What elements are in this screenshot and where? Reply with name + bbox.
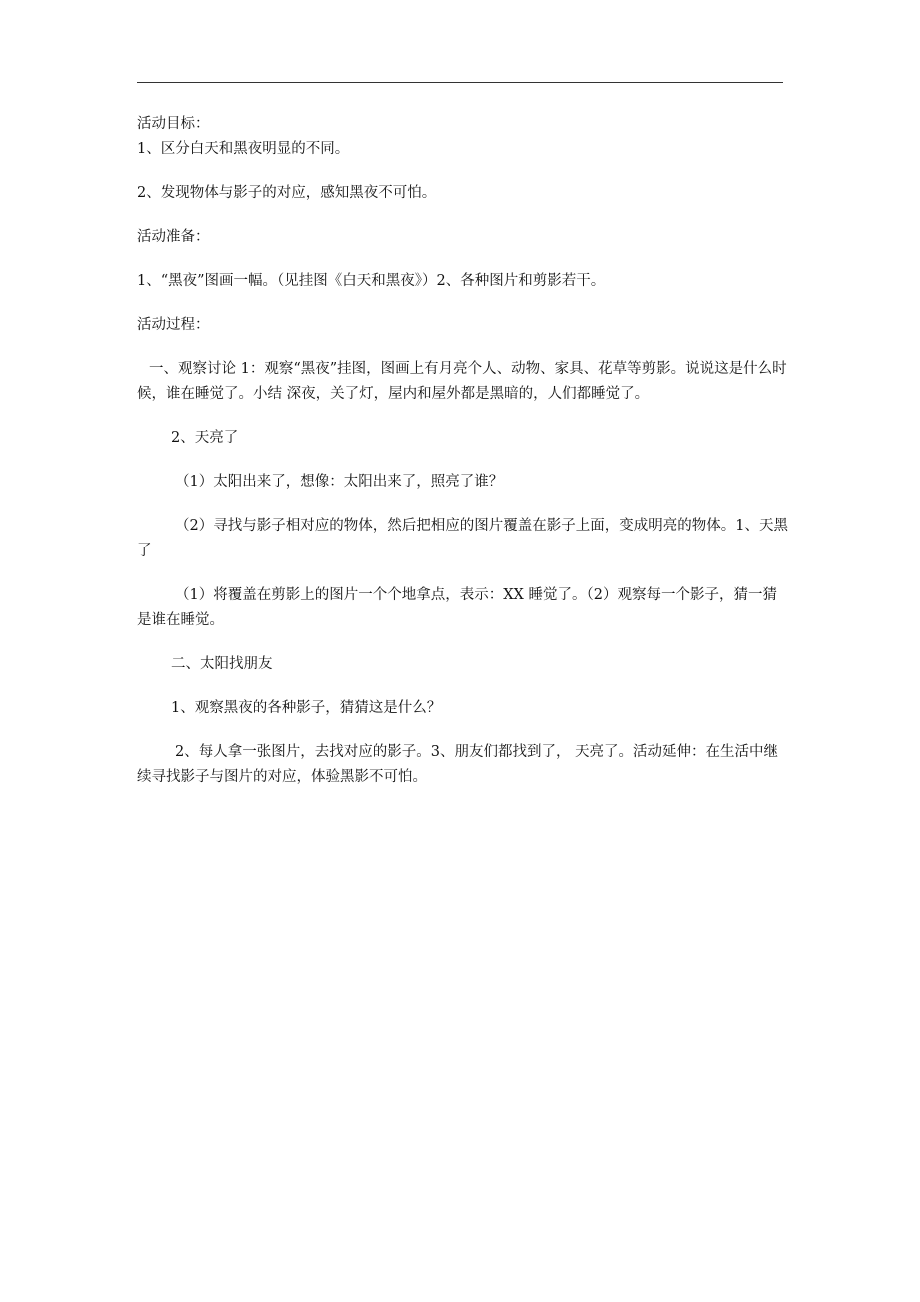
- goal-item-2: 2、发现物体与影子的对应，感知黑夜不可怕。: [137, 185, 437, 201]
- document-body: [137, 112, 791, 790]
- section-heading-preparation: 活动准备：: [137, 229, 210, 245]
- process-substep-sun-rises: （1）太阳出来了，想像：太阳出来了，照亮了谁？: [175, 474, 504, 490]
- process-substep-match-objects: （2）寻找与影子相对应的物体，然后把相应的图片覆盖在影子上面，变成明亮的物体。1、天黑了: [137, 518, 788, 559]
- section-heading-sun-finds-friends: 二、太阳找朋友: [171, 656, 273, 672]
- section-heading-process: 活动过程：: [137, 317, 210, 333]
- goal-item-1: 1、区分白天和黑夜明显的不同。: [137, 141, 350, 157]
- process-step-observe: 一、观察讨论 1：观察“黑夜”挂图，图画上有月亮个人、动物、家具、花草等剪影。说说这是什么时候，谁在睡觉了。小结 深夜，关了灯，屋内和屋外都是黑暗的，人们都睡觉了。: [137, 361, 787, 402]
- preparation-items: 1、“黑夜”图画一幅。（见挂图《白天和黑夜》）2、各种图片和剪影若干。: [137, 273, 606, 289]
- process-substep-nightfall: （1）将覆盖在剪影上的图片一个个地拿点，表示：XX 睡觉了。（2）观察每一个影子，猜一猜是谁在睡觉。: [137, 587, 777, 628]
- section-heading-goals: 活动目标：: [137, 116, 210, 132]
- sun-friends-item-2-and-extension: 2、每人拿一张图片，去找对应的影子。3、朋友们都找到了， 天亮了。活动延伸：在生活中继续寻找影子与图片的对应，体验黑影不可怕。: [137, 744, 779, 785]
- sun-friends-item-1: 1、观察黑夜的各种影子，猜猜这是什么？: [171, 700, 442, 716]
- process-step-daybreak: 2、天亮了: [171, 430, 239, 446]
- header-rule: [137, 82, 783, 83]
